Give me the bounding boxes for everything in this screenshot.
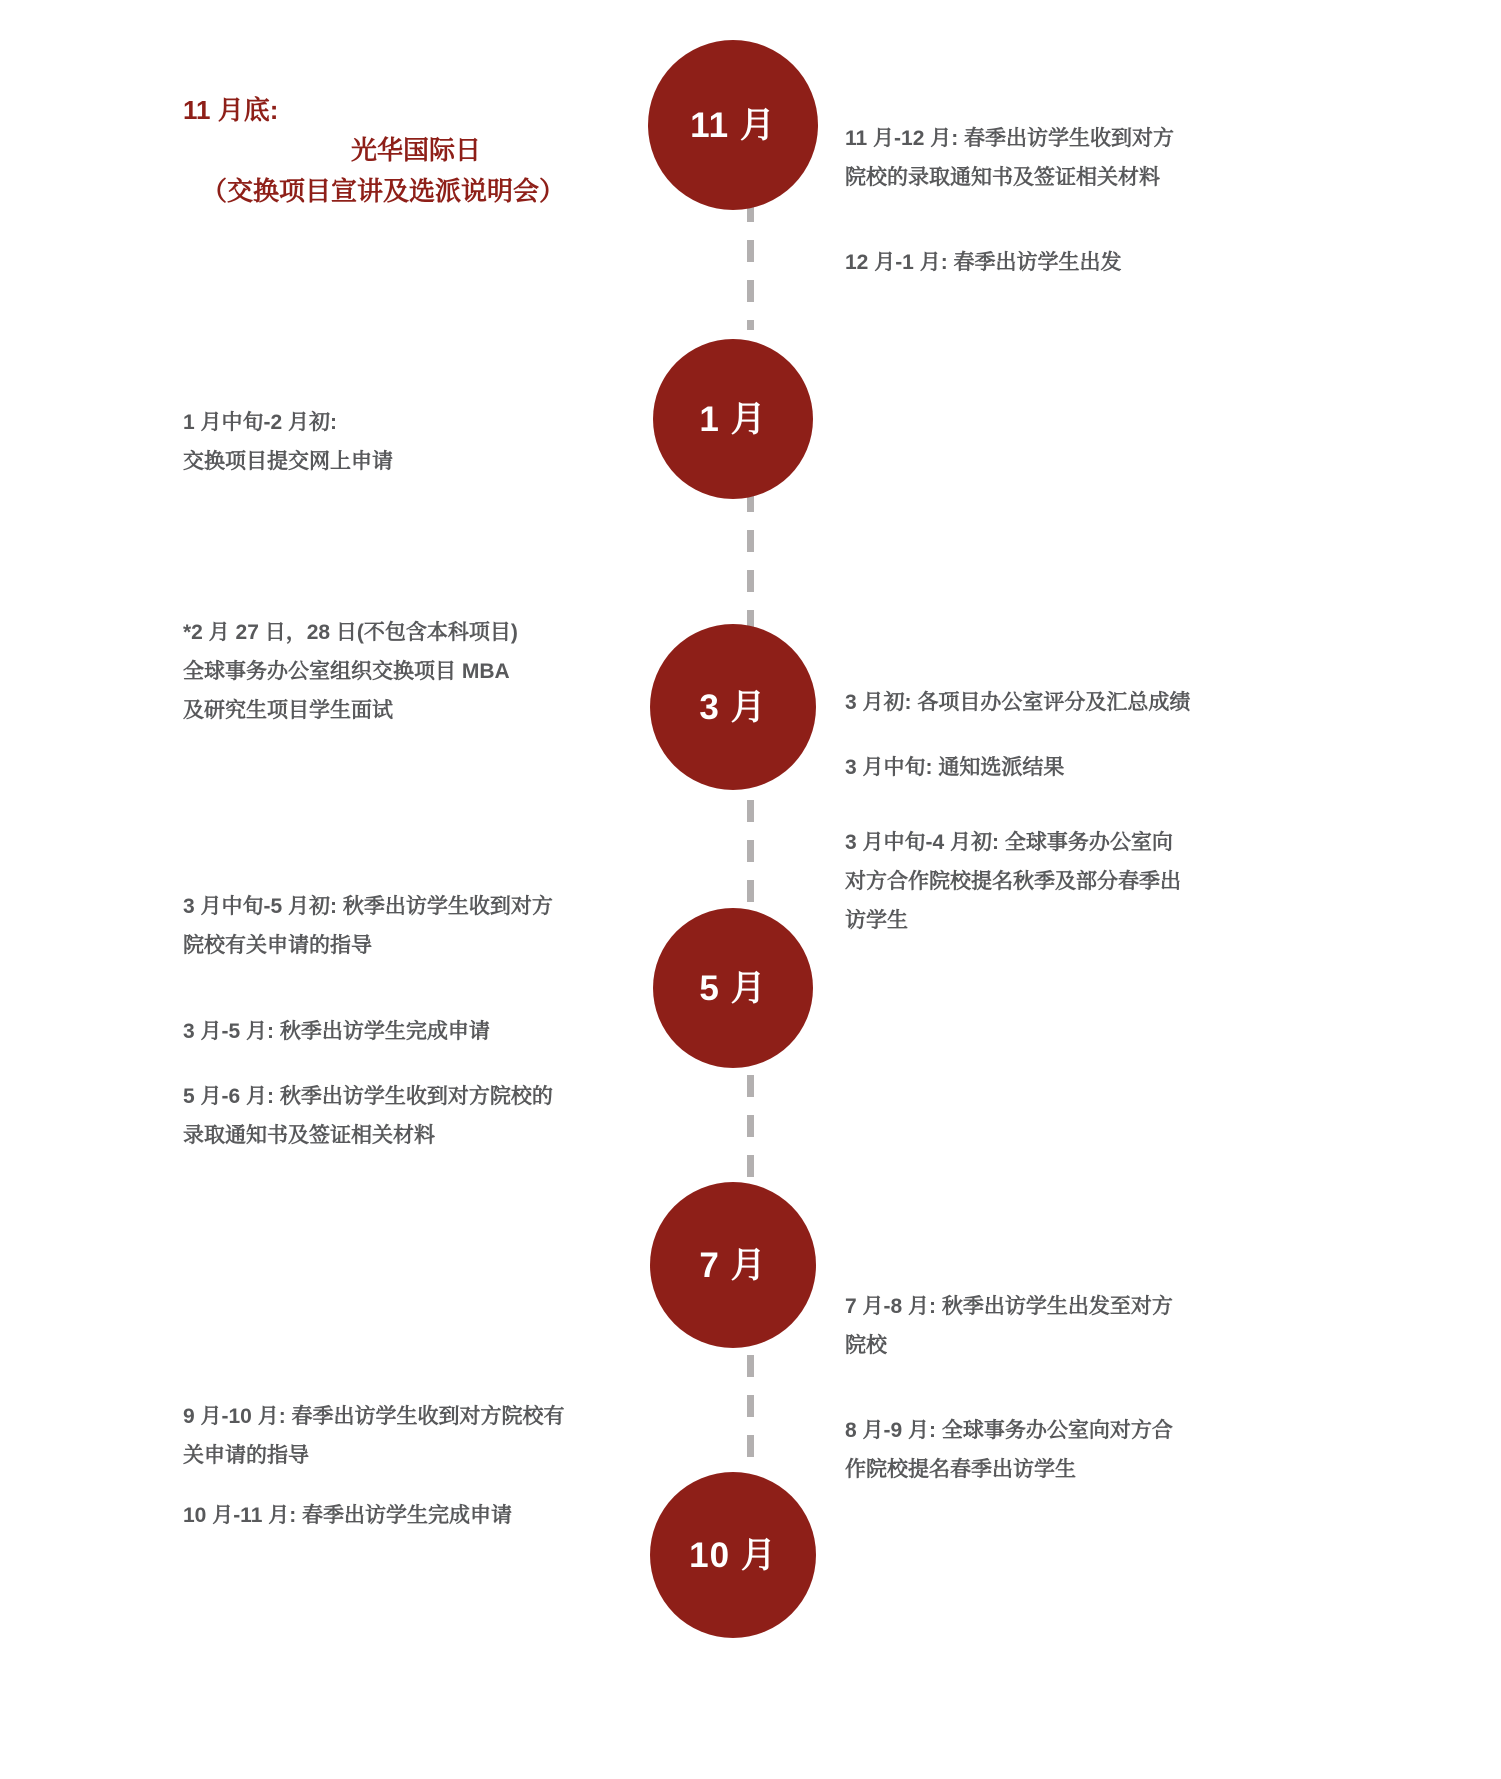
- note-jul-aug-departure: [845, 1288, 1335, 1366]
- note-line: 院校有关申请的指导: [183, 933, 372, 957]
- headline-block: [183, 90, 663, 211]
- note-may-jun-acceptance: [183, 1078, 693, 1156]
- note-line: 9 月-10 月: 春季出访学生收到对方院校有: [183, 1405, 565, 1428]
- note-dec-jan-departure: [845, 244, 1345, 283]
- timeline-node-january[interactable]: [653, 339, 813, 499]
- note-line: 3 月中旬-4 月初: 全球事务办公室向: [845, 831, 1173, 854]
- note-line: 12 月-1 月: 春季出访学生出发: [845, 251, 1122, 274]
- note-line: 对方合作院校提名秋季及部分春季出: [845, 869, 1181, 893]
- note-nov-dec-acceptance: [845, 120, 1345, 198]
- timeline-spine-1: [747, 200, 754, 330]
- timeline-node-may[interactable]: [653, 908, 813, 1068]
- timeline-node-label: 5 月: [699, 968, 767, 1008]
- note-line: 3 月中旬: 通知选派结果: [845, 756, 1065, 779]
- note-line: 3 月初: 各项目办公室评分及汇总成绩: [845, 691, 1191, 714]
- note-line: 访学生: [845, 908, 908, 932]
- note-line: 全球事务办公室组织交换项目 MBA: [183, 659, 510, 683]
- note-oct-nov-complete-application: [183, 1497, 703, 1536]
- note-line: 11 月-12 月: 春季出访学生收到对方: [845, 127, 1175, 150]
- timeline-node-march[interactable]: [650, 624, 816, 790]
- note-line: 7 月-8 月: 秋季出访学生出发至对方: [845, 1295, 1173, 1318]
- timeline-node-july[interactable]: [650, 1182, 816, 1348]
- note-line: 及研究生项目学生面试: [183, 698, 393, 722]
- note-line: 1 月中旬-2 月初:: [183, 411, 338, 434]
- note-line: 作院校提名春季出访学生: [845, 1457, 1076, 1481]
- note-line: 院校: [845, 1333, 887, 1357]
- timeline-node-october[interactable]: [650, 1472, 816, 1638]
- note-mar-may-guidance: [183, 888, 693, 966]
- note-line: 院校的录取通知书及签证相关材料: [845, 165, 1160, 189]
- note-aug-sep-nomination: [845, 1412, 1335, 1490]
- note-mar-apr-nomination: [845, 824, 1345, 941]
- timeline-node-label: 7 月: [699, 1245, 767, 1285]
- timeline-node-label: 1 月: [699, 399, 767, 439]
- timeline-node-label: 10 月: [689, 1535, 777, 1575]
- note-mar-results: [845, 749, 1335, 788]
- note-line: 5 月-6 月: 秋季出访学生收到对方院校的: [183, 1085, 553, 1108]
- note-line: 3 月中旬-5 月初: 秋季出访学生收到对方: [183, 895, 553, 918]
- note-line: 交换项目提交网上申请: [183, 449, 393, 473]
- note-line: 8 月-9 月: 全球事务办公室向对方合: [845, 1419, 1173, 1442]
- headline-line-1: 11 月底:: [183, 95, 279, 125]
- note-line: *2 月 27 日，28 日(不包含本科项目): [183, 621, 518, 644]
- note-mar-may-complete-application: [183, 1013, 693, 1052]
- headline-line-3: （交换项目宣讲及选派说明会）: [201, 175, 566, 206]
- timeline-node-label: 3 月: [699, 687, 767, 727]
- note-mar-scoring: [845, 684, 1335, 723]
- note-line: 关申请的指导: [183, 1443, 309, 1467]
- note-sep-oct-guidance: [183, 1398, 703, 1476]
- timeline-node-label: 11 月: [690, 105, 776, 145]
- note-line: 3 月-5 月: 秋季出访学生完成申请: [183, 1020, 490, 1043]
- note-line: 10 月-11 月: 春季出访学生完成申请: [183, 1504, 513, 1527]
- timeline-node-november[interactable]: [648, 40, 818, 210]
- note-jan-online-application: [183, 404, 653, 482]
- timeline-spine-2: [747, 490, 754, 630]
- note-feb-interviews: [183, 614, 663, 731]
- headline-line-2: 光华国际日: [351, 135, 482, 166]
- note-line: 录取通知书及签证相关材料: [183, 1123, 435, 1147]
